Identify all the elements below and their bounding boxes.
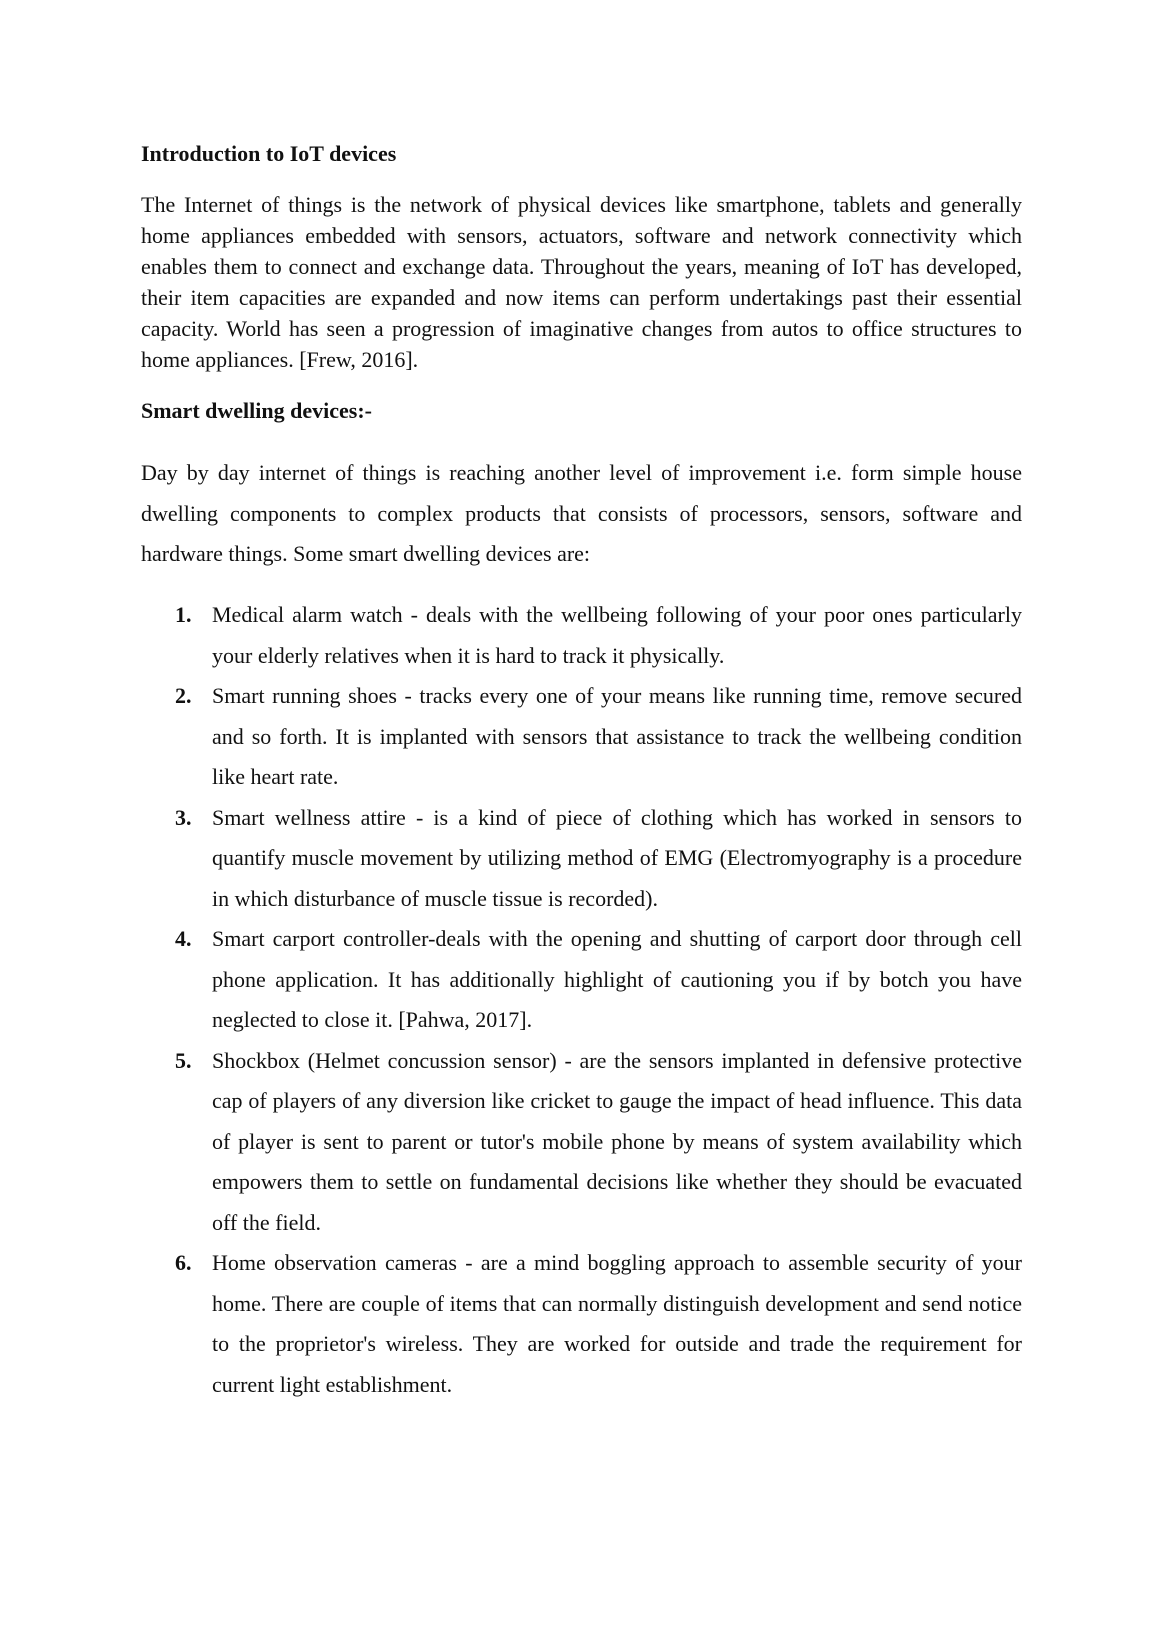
list-item-text: Shockbox (Helmet concussion sensor) - are the sensors implanted in defensive protective cap of players of any diversion like cricket to gauge the impact of head influence. This data of player is sent to parent or tutor's mobile phone by means of system availability which empowers them to settle on fundamental decisions like whether they should be evacuated off the field. [212,1047,1022,1235]
section-heading-introduction: Introduction to IoT devices [141,141,397,166]
list-item [141,1243,1022,1405]
list-item-number: 1. [175,602,192,627]
list-item-text: Smart carport controller-deals with the opening and shutting of carport door through cell phone application. It has additionally highlight of cautioning you if by botch you have neglected to close it. [Pahwa, 2017]. [212,926,1022,1032]
list-item-text: Medical alarm watch - deals with the wellbeing following of your poor ones particularly your elderly relatives when it is hard to track it physically. [212,602,1022,668]
list-item-number: 6. [175,1250,192,1275]
list-item [141,919,1022,1041]
smart-devices-list [141,595,1022,1405]
list-item [141,676,1022,798]
section-heading-smart-dwelling: Smart dwelling devices:- [141,398,372,423]
list-item-number: 2. [175,683,192,708]
list-item [141,798,1022,920]
intro-paragraph: The Internet of things is the network of physical devices like smartphone, tablets and generally home appliances embedded with sensors, actuators, software and network connectivity which enables them to connect and exchange data. Throughout the years, meaning of IoT has developed, their item capacities are expanded and now items can perform undertakings past their essential capacity. World has seen a progression of imaginative changes from autos to office structures to home appliances. [Frew, 2016]. [141,192,1022,372]
list-item-number: 3. [175,804,192,830]
smart-dwelling-paragraph: Day by day internet of things is reaching another level of improvement i.e. form simple house dwelling components to complex products that consists of processors, sensors, software and hardware things. Some smart dwelling devices are: [141,460,1022,566]
list-item [141,595,1022,676]
list-item-text: Smart wellness attire - is a kind of piece of clothing which has worked in sensors to quantify muscle movement by utilizing method of EMG (Electromyography is a procedure in which disturbance of muscle tissue is recorded). [212,804,1022,911]
list-item [141,1041,1022,1244]
list-item-text: Smart running shoes - tracks every one of your means like running time, remove secured and so forth. It is implanted with sensors that assistance to track the wellbeing condition like heart rate. [212,683,1022,789]
list-item-number: 5. [175,1047,192,1073]
list-item-number: 4. [175,926,192,951]
list-item-text: Home observation cameras - are a mind boggling approach to assemble security of your home. There are couple of items that can normally distinguish development and send notice to the proprietor's wireless. They are worked for outside and trade the requirement for current light establishment. [212,1250,1022,1397]
